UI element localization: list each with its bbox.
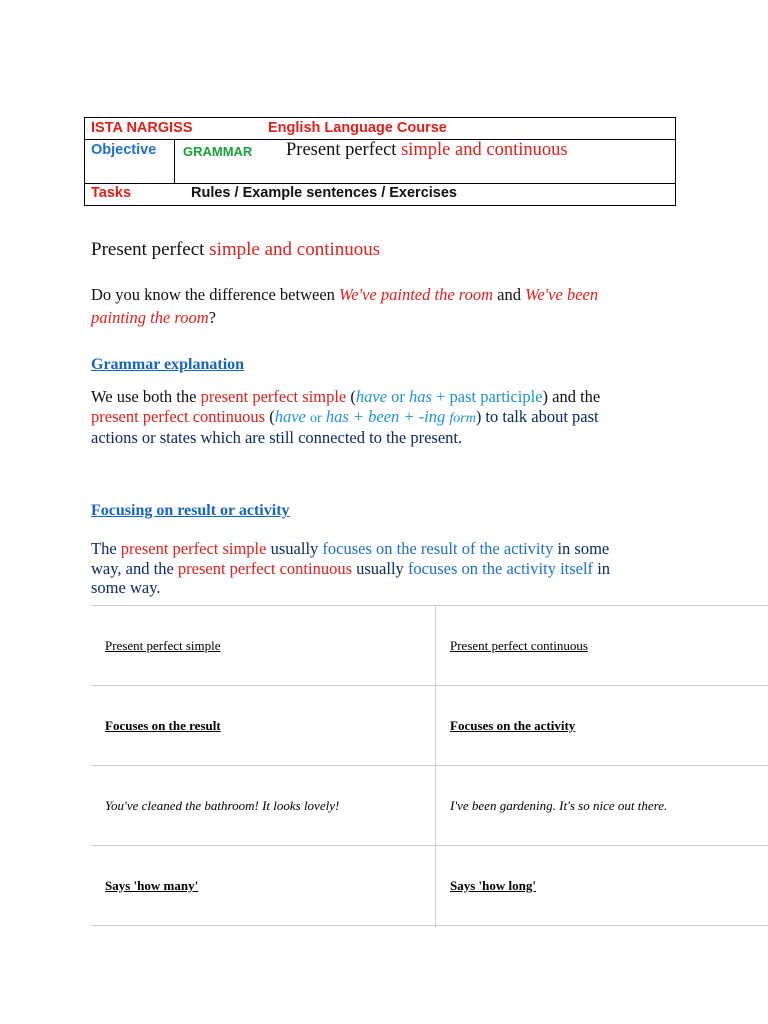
table-cell: I've been gardening. It's so nice out there. xyxy=(450,797,668,813)
course-name: English Language Course xyxy=(268,120,447,136)
focus-paragraph: The present perfect simple usually focuses on the result of the activity in some way, and the present perfect continuous usually focuses on the activity itself in some way. xyxy=(91,539,611,597)
tasks-label: Tasks xyxy=(91,185,132,201)
header-row-school xyxy=(85,118,675,140)
tasks-value: Rules / Example sentences / Exercises xyxy=(191,185,457,201)
header-row-tasks xyxy=(85,184,675,205)
header-divider xyxy=(174,140,175,183)
focusing-result-activity-link[interactable]: Focusing on result or activity xyxy=(91,502,290,519)
table-row xyxy=(91,845,768,926)
table-cell: Present perfect simple xyxy=(105,637,221,653)
header-table xyxy=(84,117,676,206)
category-label: GRAMMAR xyxy=(183,144,253,159)
table-cell: You've cleaned the bathroom! It looks lovely! xyxy=(105,797,340,813)
table-cell: Says 'how many' xyxy=(105,877,199,893)
table-column-divider xyxy=(435,605,436,928)
table-row xyxy=(91,605,768,685)
header-row-objective xyxy=(85,140,675,184)
objective-label: Objective xyxy=(91,142,157,158)
objective-topic: Present perfect simple and continuous xyxy=(286,140,568,160)
table-cell: Focuses on the activity xyxy=(450,717,576,733)
comparison-table xyxy=(91,605,768,926)
table-cell: Present perfect continuous xyxy=(450,637,588,653)
intro-paragraph: Do you know the difference between We've painted the room and We've been painting the room? xyxy=(91,285,599,327)
table-cell: Focuses on the result xyxy=(105,717,221,733)
school-name: ISTA NARGISS xyxy=(91,120,193,136)
table-row xyxy=(91,685,768,765)
page-title: Present perfect simple and continuous xyxy=(91,239,381,260)
table-row xyxy=(91,765,768,845)
grammar-paragraph: We use both the present perfect simple (have or has + past participle) and the present perfect continuous (have or has + been + -ing form) to talk about past actions or states which are still connected to the present. xyxy=(91,387,601,447)
table-cell: Says 'how long' xyxy=(450,877,536,893)
grammar-explanation-link[interactable]: Grammar explanation xyxy=(91,356,245,373)
